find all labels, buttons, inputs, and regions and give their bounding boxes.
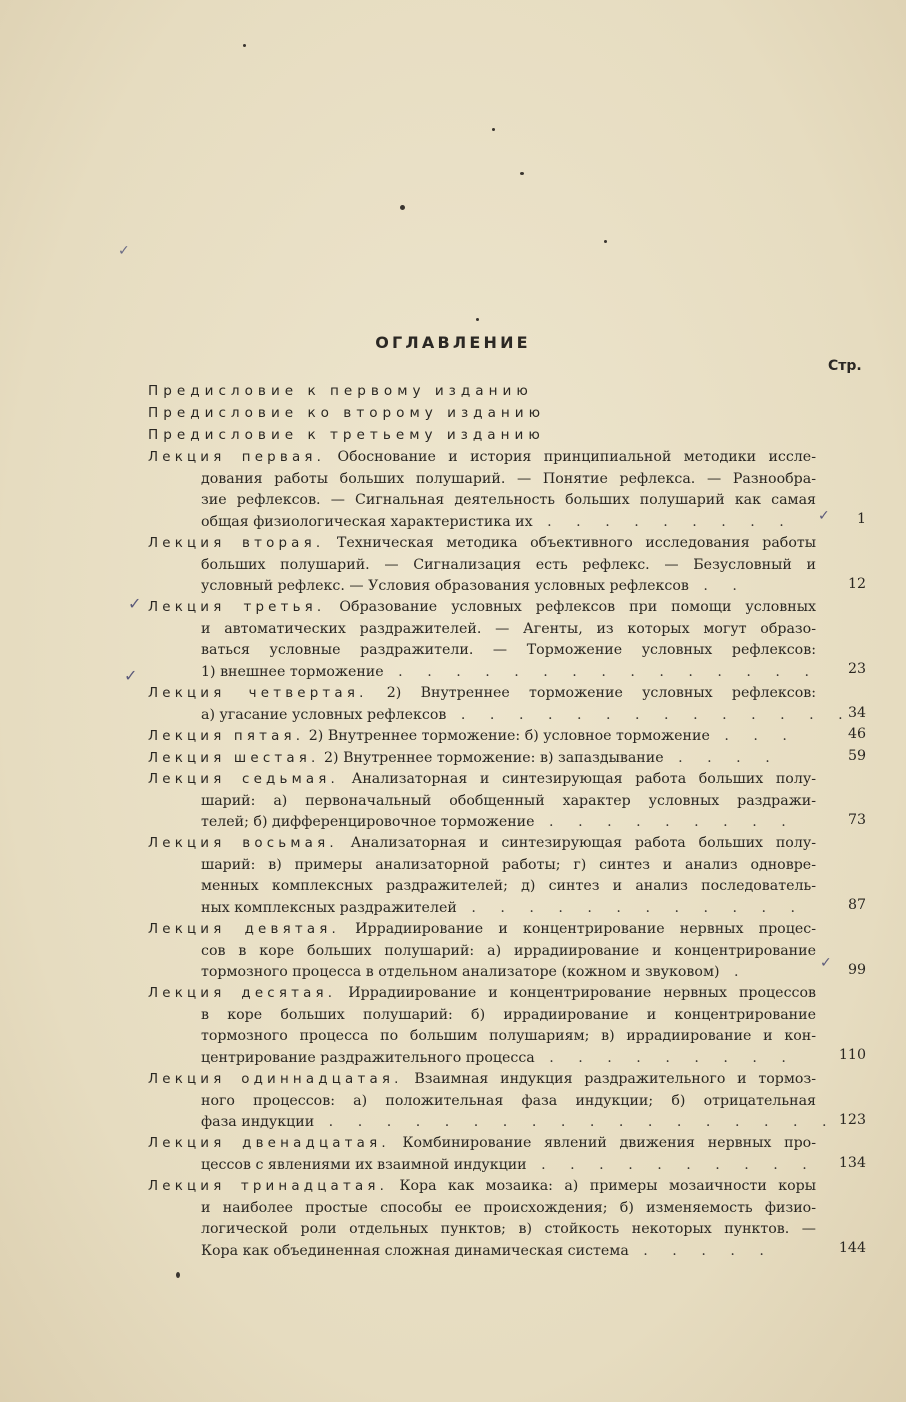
check-mark-icon: ✓ xyxy=(124,666,138,685)
entry-text: Техническая методика объективного исследования работы xyxy=(336,535,816,551)
lecture-label: Лекция шестая. xyxy=(148,751,320,766)
entry-text: и наиболее простые способы ее происхождения; б) изменяемость физио- xyxy=(201,1199,816,1216)
toc-entry: Лекция тринадцатая. Кора как мозаика: а) примеры мозаичности коры и наиболее простые способы ее происхождения; б) изменяемость физио- логической роли отдельных пунктов; в) стойкость некоторых пунктов. — Кора как объединенная сложная динамическая система . . . . . xyxy=(148,1178,816,1259)
lecture-label: Лекция одиннадцатая. xyxy=(148,1072,403,1087)
speck-decoration xyxy=(520,172,524,175)
entry-text: Комбинирование явлений движения нервных про- xyxy=(402,1135,816,1151)
page-number: 110 xyxy=(838,1047,866,1063)
lecture-label: Лекция третья. xyxy=(148,600,326,615)
page-number: 99 xyxy=(847,962,866,978)
check-mark-icon: ✓ xyxy=(118,243,130,259)
toc-entry: Лекция пятая. 2) Внутреннее торможение: б) условное торможение . . . xyxy=(148,728,797,744)
page-number: 134 xyxy=(838,1155,866,1171)
entry-text: ваться условные раздражители. — Торможение условных рефлексов: xyxy=(201,642,816,658)
entry-text: ного процессов: а) положительная фаза индукции; б) отрицательная xyxy=(201,1092,816,1109)
toc-entry: Лекция десятая. Иррадиирование и концентрирование нервных процессов в коре больших полушарий: б) иррадиирование и концентрирование тормозного процесса по большим полушариям; в) иррадиирование и кон- центрирование раздражительного процесса . . . . . . . . . xyxy=(148,985,816,1066)
page-number: 1 xyxy=(856,511,866,527)
entry-text: общая физиологическая характеристика их xyxy=(201,513,533,530)
entry-text: цессов с явлениями их взаимной индукции xyxy=(201,1156,527,1173)
speck-decoration xyxy=(243,44,246,47)
entry-text: Взаимная индукция раздражительного и тормоз- xyxy=(414,1071,816,1087)
entry-text: тормозного процесса в отдельном анализаторе (кожном и звуковом) xyxy=(201,964,720,980)
speck-decoration xyxy=(400,205,405,210)
entry-text: а) угасание условных рефлексов xyxy=(201,706,447,723)
entry-text: зие рефлексов. — Сигнальная деятельность больших полушарий как самая xyxy=(201,492,816,508)
entry-text: Кора как мозаика: а) примеры мозаичности коры xyxy=(399,1178,816,1194)
check-mark-icon: ✓ xyxy=(128,594,142,613)
entry-text: условный рефлекс. — Условия образования условных рефлексов xyxy=(201,578,689,594)
page-number: 144 xyxy=(838,1240,866,1256)
page-number: 59 xyxy=(847,748,866,764)
entry-text: центрирование раздражительного процесса xyxy=(201,1049,535,1066)
entry-text: Обоснование и история принципиальной методики иссле- xyxy=(337,449,816,465)
toc-entry: Лекция третья. Образование условных рефлексов при помощи условных и автоматических раздражителей. — Агенты, из которых могут образо- ваться условные раздражители. — Торможение условных рефлексов: 1) внешнее торможение . . . . . . . . . . . . . . . xyxy=(148,599,819,680)
entry-text: телей; б) дифференцировочное торможение xyxy=(201,814,535,830)
toc-entry: Лекция девятая. Иррадиирование и концентрирование нервных процес- сов в коре больших полушарий: а) иррадиирование и концентрирование тормозного процесса в отдельном анализаторе (кожном и звуковом) . xyxy=(148,921,816,980)
lecture-label: Лекция двенадцатая. xyxy=(148,1136,390,1151)
lecture-label: Лекция девятая. xyxy=(148,922,340,937)
lecture-label: Лекция четвертая. xyxy=(148,686,368,701)
entry-text: Кора как объединенная сложная динамическая система xyxy=(201,1242,629,1259)
speck-decoration xyxy=(492,128,495,131)
page-number: 46 xyxy=(847,726,866,742)
entry-text: ных комплексных раздражителей xyxy=(201,899,457,916)
entry-text: шарий: в) примеры анализаторной работы; г) синтез и анализ одновре- xyxy=(201,856,816,873)
entry-text: дования работы больших полушарий. — Понятие рефлекса. — Разнообра- xyxy=(201,470,816,487)
entry-text: логической роли отдельных пунктов; в) стойкость некоторых пунктов. — xyxy=(201,1221,816,1237)
toc-entry: Лекция четвертая. 2) Внутреннее торможение условных рефлексов: а) угасание условных рефлексов . . . . . . . . . . . . . . xyxy=(148,685,853,723)
preface-3: Предисловие к третьему изданию xyxy=(148,427,545,443)
page-number: 23 xyxy=(847,661,866,677)
page-title: ОГЛАВЛЕНИЕ xyxy=(375,333,531,352)
page-number: 87 xyxy=(847,897,866,913)
toc-entry: Лекция одиннадцатая. Взаимная индукция раздражительного и тормоз- ного процессов: а) положительная фаза индукции; б) отрицательная фаза индукции . . . . . . . . . . . . . . . . . . xyxy=(148,1071,837,1130)
entry-text: Анализаторная и синтезирующая работа больших полу- xyxy=(350,835,816,851)
entry-text: фаза индукции xyxy=(201,1114,315,1130)
lecture-label: Лекция десятая. xyxy=(148,986,337,1001)
entry-text: Иррадиирование и концентрирование нервных процес- xyxy=(355,921,816,937)
entry-text: больших полушарий. — Сигнализация есть рефлекс. — Безусловный и xyxy=(201,556,816,573)
check-mark-icon: ✓ xyxy=(818,508,830,524)
entry-text: 2) Внутреннее торможение: в) запаздывание xyxy=(324,750,664,766)
check-mark-icon: ✓ xyxy=(820,955,832,971)
page-number: 34 xyxy=(847,705,866,721)
entry-text: Образование условных рефлексов при помощи условных xyxy=(339,599,816,615)
entry-text: в коре больших полушарий: б) иррадиирование и концентрирование xyxy=(201,1006,816,1023)
page-column-label: Стр. xyxy=(828,358,862,374)
page-number: 73 xyxy=(847,812,866,828)
lecture-label: Лекция вторая. xyxy=(148,536,325,551)
entry-text: Анализаторная и синтезирующая работа больших полу- xyxy=(351,771,816,787)
entry-text: тормозного процесса по большим полушариям; в) иррадиирование и кон- xyxy=(201,1028,816,1044)
entry-text: 2) Внутреннее торможение: б) условное торможение xyxy=(308,728,710,744)
lecture-label: Лекция пятая. xyxy=(148,729,305,744)
entry-text: сов в коре больших полушарий: а) иррадиирование и концентрирование xyxy=(201,942,816,959)
entry-text: и автоматических раздражителей. — Агенты, из которых могут образо- xyxy=(201,620,816,637)
lecture-label: Лекция первая. xyxy=(148,450,326,465)
entry-text: Иррадиирование и концентрирование нервных процессов xyxy=(348,985,816,1001)
toc-entry: Лекция двенадцатая. Комбинирование явлений движения нервных про- цессов с явлениями их взаимной индукции . . . . . . . . . . xyxy=(148,1135,817,1173)
entry-text: шарий: а) первоначальный обобщенный характер условных раздражи- xyxy=(201,792,816,809)
toc-entry: Лекция первая. Обоснование и история принципиальной методики иссле- дования работы больших полушарий. — Понятие рефлекса. — Разнообра- зие рефлексов. — Сигнальная деятельность больших полушарий как самая общая физиологическая характеристика их . . . . . . . . . xyxy=(148,449,816,530)
preface-1: Предисловие к первому изданию xyxy=(148,383,533,399)
lecture-label: Лекция тринадцатая. xyxy=(148,1179,389,1194)
toc-entry: Лекция восьмая. Анализаторная и синтезирующая работа больших полу- шарий: в) примеры анализаторной работы; г) синтез и анализ одновре- менных комплексных раздражителей; д) синтез и анализ последователь- ных комплексных раздражителей . . . . . . . . . . . . xyxy=(148,835,816,916)
page-number: 12 xyxy=(847,576,866,592)
toc-entry: Лекция седьмая. Анализаторная и синтезирующая работа больших полу- шарий: а) первоначальный обобщенный характер условных раздражи- телей; б) дифференцировочное торможение . . . . . . . . . xyxy=(148,771,816,830)
toc-entry: Лекция шестая. 2) Внутреннее торможение: в) запаздывание . . . . xyxy=(148,750,780,766)
speck-decoration xyxy=(176,1272,180,1278)
lecture-label: Лекция седьмая. xyxy=(148,772,339,787)
page-number: 123 xyxy=(838,1112,866,1128)
entry-text: 2) Внутреннее торможение условных рефлексов: xyxy=(386,685,816,701)
entry-text: менных комплексных раздражителей; д) синтез и анализ последователь- xyxy=(201,878,816,894)
speck-decoration xyxy=(476,318,479,321)
toc-entry: Лекция вторая. Техническая методика объективного исследования работы больших полушарий. — Сигнализация есть рефлекс. — Безусловный и условный рефлекс. — Условия образования условных рефлексов . . xyxy=(148,535,816,594)
speck-decoration xyxy=(604,240,607,243)
lecture-label: Лекция восьмая. xyxy=(148,836,338,851)
preface-2: Предисловие ко второму изданию xyxy=(148,405,546,421)
entry-text: 1) внешнее торможение xyxy=(201,663,384,680)
